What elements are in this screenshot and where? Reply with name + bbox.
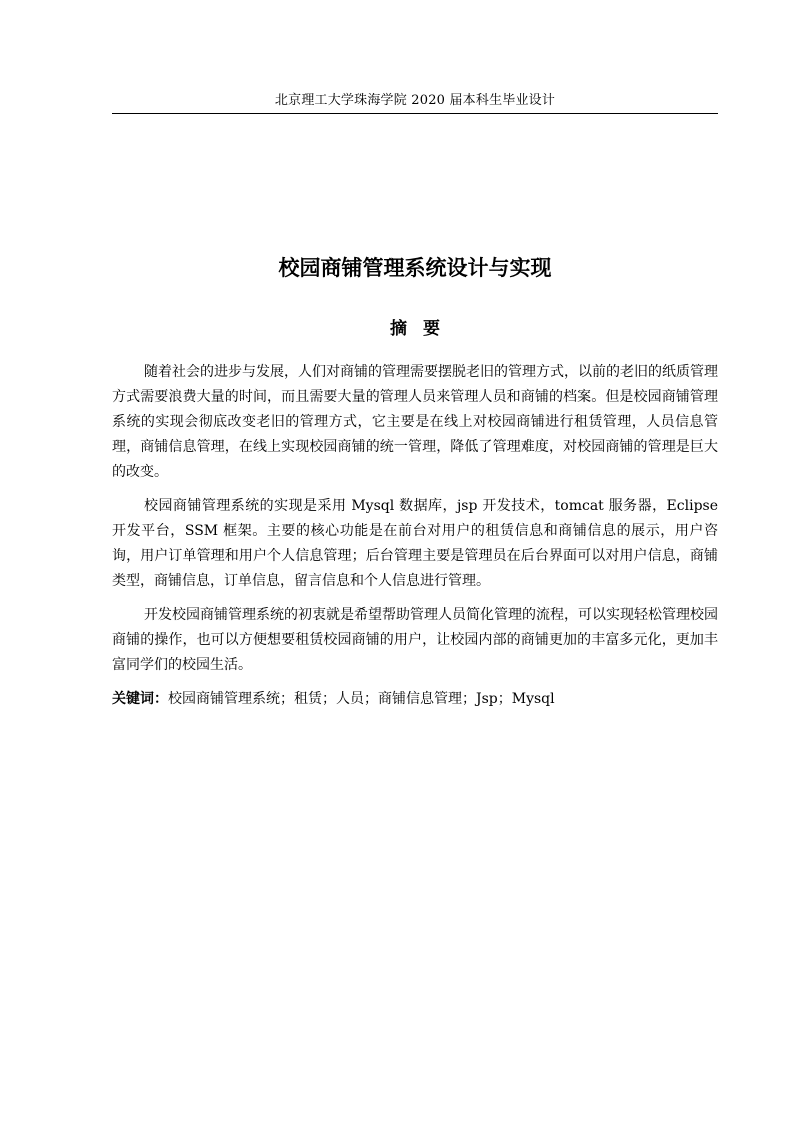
abstract-paragraph-3: 开发校园商铺管理系统的初衷就是希望帮助管理人员简化管理的流程，可以实现轻松管理校园商铺的操作，也可以方便想要租赁校园商铺的用户，让校园内部的商铺更加的丰富多元化，更加丰富同学们的校园生活。 (112, 607, 718, 673)
abstract-heading: 摘要 (390, 319, 456, 339)
abstract-paragraph-1: 随着社会的进步与发展，人们对商铺的管理需要摆脱老旧的管理方式，以前的老旧的纸质管理方式需要浪费大量的时间，而且需要大量的管理人员来管理人员和商铺的档案。但是校园商铺管理系统的实现会彻底改变老旧的管理方式，它主要是在线上对校园商铺进行租赁管理，人员信息管理，商铺信息管理，在线上实现校园商铺的统一管理，降低了管理难度，对校园商铺的管理是巨大的改变。 (112, 364, 718, 480)
header-rule (112, 113, 718, 114)
abstract-body (112, 360, 718, 712)
keywords-label: 关键词： (112, 691, 168, 707)
keywords-value: 校园商铺管理系统；租赁；人员；商铺信息管理；Jsp；Mysql (168, 691, 555, 707)
paper-title: 校园商铺管理系统设计与实现 (278, 256, 552, 280)
keywords-line (112, 687, 718, 712)
page-header: 北京理工大学珠海学院 2020 届本科生毕业设计 (274, 93, 556, 108)
abstract-paragraph-2: 校园商铺管理系统的实现是采用 Mysql 数据库，jsp 开发技术，tomcat 服务器，Eclipse 开发平台，SSM 框架。主要的核心功能是在前台对用户的租赁信息和商铺信息的展示，用户咨询，用户订单管理和用户个人信息管理；后台管理主要是管理员在后台界面可以对用户信息，商铺类型，商铺信息，订单信息，留言信息和个人信息进行管理。 (112, 498, 718, 589)
